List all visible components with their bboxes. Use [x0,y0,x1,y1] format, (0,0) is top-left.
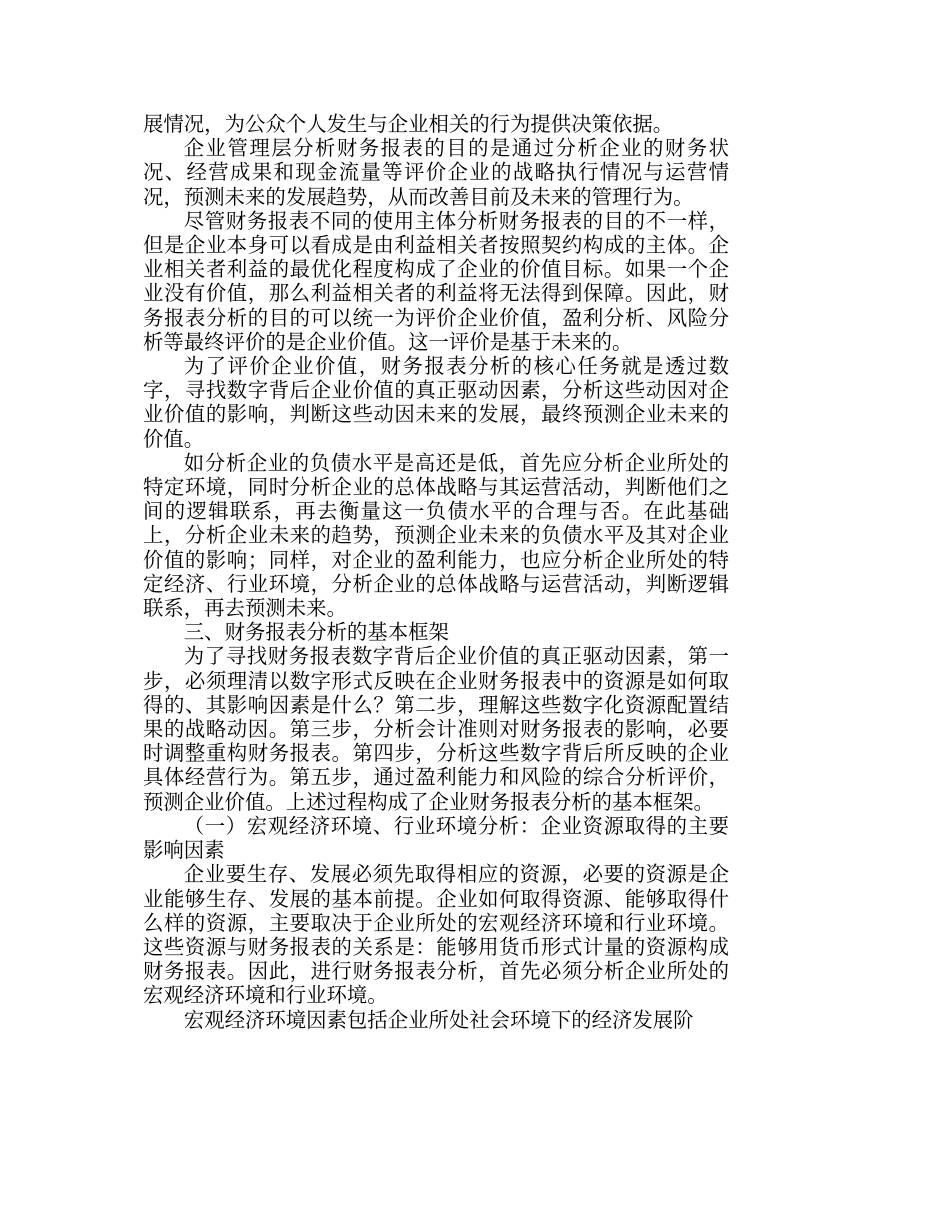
section-heading-framework: 三、财务报表分析的基本框架 [183,620,449,645]
paragraph-management-purpose: 企业管理层分析财务报表的目的是通过分析企业的财务状况、经营成果和现金流量等评价企业的战略执行情况与运营情况，预测未来的发展趋势，从而改善目前及未来的管理行为。 [143,136,729,209]
document-page [143,112,729,1032]
paragraph-continuation: 展情况，为公众个人发生与企业相关的行为提供决策依据。 [143,112,674,136]
paragraph-resources: 企业要生存、发展必须先取得相应的资源，必要的资源是企业能够生存、发展的基本前提。企业如何取得资源、能够取得什么样的资源，主要取决于企业所处的宏观经济环境和行业环境。这些资源与财务报表的关系是：能够用货币形式计量的资源构成财务报表。因此，进行财务报表分析，首先必须分析企业所处的宏观经济环境和行业环境。 [143,862,729,1008]
subsection-heading-environment: （一）宏观经济环境、行业环境分析：企业资源取得的主要影响因素 [143,813,729,863]
paragraph-unified-purpose: 尽管财务报表不同的使用主体分析财务报表的目的不一样，但是企业本身可以看成是由利益相关者按照契约构成的主体。企业相关者利益的最优化程度构成了企业的价值目标。如果一个企业没有价值，那么利益相关者的利益将无法得到保障。因此，财务报表分析的目的可以统一为评价企业价值，盈利分析、风险分析等最终评价的是企业价值。这一评价是基于未来的。 [143,208,729,354]
paragraph-core-task: 为了评价企业价值，财务报表分析的核心任务就是透过数字，寻找数字背后企业价值的真正驱动因素，分析这些动因对企业价值的影响，判断这些动因未来的发展，最终预测企业未来的价值。 [143,354,729,451]
paragraph-macro-factors: 宏观经济环境因素包括企业所处社会环境下的经济发展阶 [183,1007,694,1032]
paragraph-debt-example: 如分析企业的负债水平是高还是低，首先应分析企业所处的特定环境，同时分析企业的总体战略与其运营活动，判断他们之间的逻辑联系，再去衡量这一负债水平的合理与否。在此基础上，分析企业未来的趋势，预测企业未来的负债水平及其对企业价值的影响；同样，对企业的盈利能力，也应分析企业所处的特定经济、行业环境，分析企业的总体战略与运营活动，判断逻辑联系，再去预测未来。 [143,450,729,621]
paragraph-framework-steps: 为了寻找财务报表数字背后企业价值的真正驱动因素，第一步，必须理清以数字形式反映在企业财务报表中的资源是如何取得的、其影响因素是什么？第二步，理解这些数字化资源配置结果的战略动因。第三步，分析会计准则对财务报表的影响，必要时调整重构财务报表。第四步，分析这些数字背后所反映的企业具体经营行为。第五步，通过盈利能力和风险的综合分析评价，预测企业价值。上述过程构成了企业财务报表分析的基本框架。 [143,644,729,814]
